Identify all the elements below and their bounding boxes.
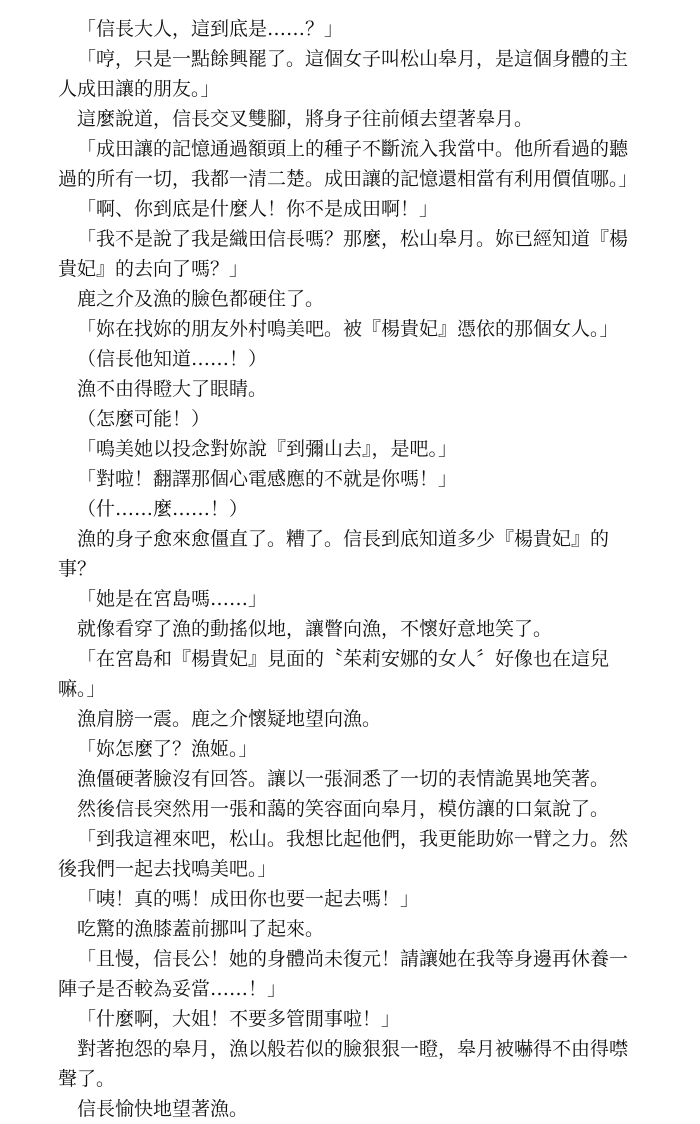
paragraph: （什……麼……！） [77, 498, 249, 520]
paragraph: 「她是在宮島嗎……」 [77, 588, 268, 610]
paragraph: （信長他知道……！） [77, 348, 268, 370]
paragraph: 鹿之介及漁的臉色都硬住了。 [77, 288, 325, 310]
paragraph: 吃驚的漁膝蓋前挪叫了起來。 [77, 918, 325, 940]
paragraph: 「妳怎麼了？漁姬。」 [77, 738, 258, 760]
paragraph: 「成田讓的記憶通過額頭上的種子不斷流入我當中。他所看過的聽過的所有一切，我都一清二楚。成田讓的記憶還相當有利用價值哪。」 [58, 138, 638, 190]
paragraph: 「咦！真的嗎！成田你也要一起去嗎！」 [77, 888, 420, 910]
paragraph: 漁的身子愈來愈僵直了。糟了。信長到底知道多少『楊貴妃』的事？ [58, 528, 610, 580]
paragraph: 「信長大人，這到底是……？」 [77, 18, 344, 40]
paragraph: 「對啦！翻譯那個心電感應的不就是你嗎！」 [77, 468, 458, 490]
paragraph: 然後信長突然用一張和藹的笑容面向皋月，模仿讓的口氣說了。 [77, 798, 610, 820]
paragraph: 「妳在找妳的朋友外村鳴美吧。被『楊貴妃』憑依的那個女人。」 [77, 318, 619, 340]
paragraph: 「啊、你到底是什麼人！你不是成田啊！」 [77, 198, 439, 220]
paragraph: 對著抱怨的皋月，漁以般若似的臉狠狠一瞪，皋月被嚇得不由得噤聲了。 [58, 1038, 629, 1090]
paragraph: 就像看穿了漁的動搖似地，讓瞥向漁，不懷好意地笑了。 [77, 618, 553, 640]
paragraph: 漁不由得瞪大了眼睛。 [77, 378, 268, 400]
paragraph: 「哼，只是一點餘興罷了。這個女子叫松山皋月，是這個身體的主人成田讓的朋友。」 [58, 48, 629, 100]
paragraph: 這麼說道，信長交叉雙腳，將身子往前傾去望著皋月。 [77, 108, 534, 130]
paragraph: 「且慢，信長公！她的身體尚未復元！請讓她在我等身邊再休養一陣子是否較為妥當……！」 [58, 948, 629, 1000]
paragraph: 漁僵硬著臉沒有回答。讓以一張洞悉了一切的表情詭異地笑著。 [77, 768, 610, 790]
paragraph: （怎麼可能！） [77, 408, 211, 430]
paragraph: 「鳴美她以投念對妳說『到彌山去』，是吧。」 [77, 438, 458, 460]
paragraph: 「在宮島和『楊貴妃』見面的〝茱莉安娜的女人〞好像也在這兒嘛。」 [58, 648, 610, 700]
body-text [58, 14, 642, 1124]
paragraph: 「我不是說了我是織田信長嗎？那麼，松山皋月。妳已經知道『楊貴妃』的去向了嗎？」 [58, 228, 629, 280]
paragraph: 漁肩膀一震。鹿之介懷疑地望向漁。 [77, 708, 382, 730]
paragraph: 信長愉快地望著漁。 [77, 1098, 249, 1120]
paragraph: 「到我這裡來吧，松山。我想比起他們，我更能助妳一臂之力。然後我們一起去找鳴美吧。」 [58, 828, 629, 880]
paragraph: 「什麼啊，大姐！不要多管閒事啦！」 [77, 1008, 401, 1030]
